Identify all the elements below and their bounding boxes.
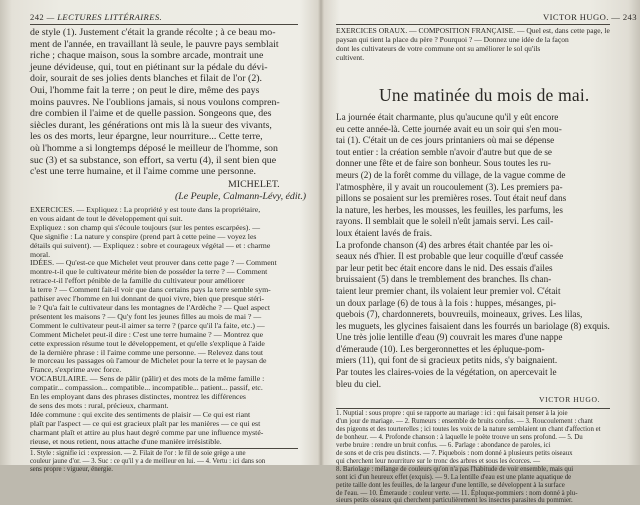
author-signature: MICHELET.	[228, 179, 280, 190]
footnote-line: sont ici d'un heureux effet (exquis). — 9. La lentille d'eau est une plante aquatique de	[336, 473, 572, 481]
body-line: miers (11), qui font de si gracieux petits nids, s'y baignaient.	[336, 355, 558, 367]
exercise-line: présentent les maisons ? — Qu'y font les jeunes filles au mois de mai ? —	[30, 311, 262, 321]
body-line: Une très jolie lentille d'eau (9) couvrait les mares d'une nappe	[336, 332, 563, 344]
body-line: Par toutes les claires-voies de la végétation, on apercevait le	[336, 367, 557, 379]
body-line: moins pauvres. Ne l'oublions jamais, si nous voulons compren-	[30, 96, 280, 108]
body-line: les os des morts, leur épargne, leur nourriture... Cette terre,	[30, 131, 263, 143]
exercise-line: le ? Qu'a fait le cultivateur dans les montagnes de l'Ardèche ? — Quel aspect	[30, 302, 271, 312]
exercise-line: cultivent.	[336, 52, 365, 62]
exercise-line: Expliquez : son champ qui s'écoule toujours (sur les pentes escarpées). —	[30, 222, 261, 232]
body-text	[336, 112, 610, 390]
body-line: suc (3) et sa substance, son effort, sa vertu (4), il sent bien que	[30, 154, 277, 166]
body-line: c'est une terre humaine, et il l'aime comme une personne.	[30, 166, 256, 178]
running-header-left	[30, 12, 162, 22]
body-line: meurs (2) de la forêt comme du village, de la vague comme de	[336, 169, 566, 181]
exercise-line: pathiser avec l'homme en lui donnant de quoi vivre, bien que presque stéri-	[30, 294, 265, 304]
footnote-line: de bonheur. — 4. Profonde chanson : à laquelle le poète trouve un sens profond. — 5. Du	[336, 433, 583, 441]
body-line: Oui, l'homme fait la terre ; on peut le dire, même des pays	[30, 84, 260, 96]
header-rule	[30, 24, 298, 25]
page-number: 242	[30, 12, 45, 22]
body-line: la nature, les herbes, les mousses, les feuilles, les parfums, les	[336, 204, 563, 216]
page-number: 243	[622, 12, 637, 22]
exercise-line: en vous aidant de tout le développement qui suit.	[30, 213, 183, 223]
body-line: l'atmosphère, il y avait un roucoulement (3). Les premiers pa-	[336, 181, 563, 193]
body-line: loux étaient lavés de frais.	[336, 227, 433, 239]
body-line: jeune dévideuse, qui, tout en piétinant sur la pédale du dévi-	[30, 61, 268, 73]
body-line: rayons. Il semblait que le soleil n'eût jamais servi. Les cail-	[336, 216, 554, 228]
header-rule	[336, 24, 610, 25]
exercise-line: charmant plaît et attire au plus haut degré comme par une influence mysté-	[30, 427, 264, 437]
exercises	[336, 27, 610, 63]
body-line: donner une fête et de faire son bonheur. Sous toutes les ru-	[336, 158, 551, 170]
body-line: seaux nés d'hier. Il est probable que leur coquille d'œuf cassée	[336, 251, 564, 263]
source-citation: (Le Peuple, Calmann-Lévy, édit.)	[175, 191, 307, 202]
exercise-line: la terre ? — Comment fait-il voir que dans certains pays la terre semble sym-	[30, 285, 271, 295]
footnote-line: verbe bruire : rendre un bruit confus. — 6. Parlage : abondance de paroles, ici	[336, 441, 551, 449]
exercise-line: de sens des mots : rural, précieux, charmant.	[30, 400, 169, 410]
exercise-line: compatir... compassion... compatible... incompatible... patient... passif, etc.	[30, 383, 263, 393]
right-page	[321, 0, 640, 505]
body-line: les muguets, les glycines faisaient dans les fourrés un bariolage (8) exquis.	[336, 320, 610, 332]
body-line: eu cette année-là. Cette journée avait eu un soir qui s'en mou-	[336, 123, 562, 135]
author-signature: VICTOR HUGO.	[539, 395, 601, 404]
exercise-line: moral.	[30, 249, 51, 259]
body-line: taient leur premier chant, ils volaient leur premier vol. C'était	[336, 285, 561, 297]
footnote-line: 1. Style : signifie ici : expression. — 2. Filait de l'or : le fil de soie grège a une	[30, 450, 246, 457]
exercises	[30, 206, 277, 446]
exercise-line: détails qui suivent). — Expliquez : sobre et courageux végétal — et : charme	[30, 240, 271, 250]
body-line: bleu du ciel.	[336, 378, 382, 390]
body-line: pillons se posaient sur les premières roses. Tout était neuf dans	[336, 193, 567, 205]
footnote-line: de l'eau. — 10. Émeraude : couleur verte. — 11. Épluque-pommiers : nom donné à plu-	[336, 489, 578, 497]
body-line: dre combien il l'aime et de quelle passion. Songeons que, des	[30, 108, 272, 120]
exercise-line: Comment Michelet peut-il dire : C'est une terre humaine ? — Montrez que	[30, 329, 264, 339]
body-line: doir, sourait de ses jolies dents blanches et filait de l'or (2).	[30, 73, 263, 85]
exercise-line: plaît par l'aspect — ce qui est gracieux plaît par les manières — ce qui est	[30, 418, 261, 428]
footnote-line: couleur jaune d'or. — 3. Suc : ce qu'il y a de meilleur en lui. — 4. Vertu : ici dans son	[30, 457, 266, 465]
body-line: siècles durant, les générations ont mis là la sueur des vivants,	[30, 119, 272, 131]
exercise-line: cette expression résume tout le développement, et qu'elle s'explique à l'aide	[30, 338, 265, 348]
body-text	[30, 27, 280, 178]
footnote-line: des pigeons et des tourterelles ; ici toutes les voix de la nature semblaient un chant d'affection et	[336, 425, 601, 433]
body-line: tai (1). C'était un de ces jours printaniers où mai se dépense	[336, 135, 555, 147]
footnote-line: qui cherchent leur nourriture sur le tronc des arbres et sous les écorces. —	[336, 457, 540, 465]
exercise-line: France, s'exprime avec force.	[30, 365, 122, 375]
body-line: bruissaient (5) dans le tremblement des branches. Ils chan-	[336, 274, 552, 286]
exercise-line: montre-t-il que le cultivateur mérite bien de posséder la terre ? — Comment	[30, 267, 268, 277]
body-line: La journée était charmante, plus qu'aucune qu'il y eût encore	[336, 112, 559, 123]
body-line: La profonde chanson (4) des arbres était chantée par les oi-	[336, 239, 553, 251]
exercise-line: Idée commune : qui excite des sentiments de plaisir — Ce qui est riant	[30, 409, 251, 419]
running-head: — LECTURES LITTÉRAIRES.	[46, 12, 163, 22]
footnote-line: sieurs petits oiseaux qui cherchent particulièrement les insectes parasites du pommier.	[336, 497, 573, 505]
footnote-rule	[30, 448, 298, 449]
section-title: Une matinée du mois de mai.	[379, 85, 590, 105]
exercise-line: Comment le cultivateur peut-il aimer sa terre ? (parce qu'il l'a faite, etc.) —	[30, 320, 265, 330]
exercise-line: En les employant dans des phrases distinctes, montrez les différences	[30, 392, 246, 402]
footnote-line: 1. Nuptial : sous propre : qui se rapporte au mariage : ici : qui faisait penser à la joie	[336, 410, 568, 417]
footnotes	[30, 450, 265, 474]
body-line: d'émeraude (10). Les bergeronnettes et les épluque-pom-	[336, 343, 545, 355]
body-line: de style (1). Justement c'était la grande récolte ; à ce beau mo-	[30, 27, 276, 38]
exercise-line: paysan qui tient la place du père ? Pourquoi ? — Donnez une idée de la façon	[336, 34, 569, 44]
footnote-line: petite taille dont les feuilles, de la largeur d'une lentille, se développent à la surface	[336, 481, 565, 489]
footnote-line: sens propre : vigueur, énergie.	[30, 465, 114, 473]
exercise-line: IDÉES. — Qu'est-ce que Michelet veut prouver dans cette page ? — Comment	[30, 258, 277, 268]
exercise-line: retrace-t-il l'effort pénible de la famille du cultivateur pour améliorer	[30, 276, 245, 286]
running-head: VICTOR HUGO. —	[543, 12, 621, 22]
exercise-line: de la dernière phrase : il l'aime comme une personne. — Relevez dans tout	[30, 347, 264, 357]
body-line: où l'homme a si longtemps déposé le meilleur de l'homme, son	[30, 142, 278, 154]
exercise-line: EXERCICES ORAUX. — COMPOSITION FRANÇAISE. — Quel est, dans cette page, le	[336, 26, 610, 35]
exercise-line: Que signifie : La nature y conspire (prend part à cette peine — voyez les	[30, 231, 257, 241]
exercise-line: le morceau les passages où l'amour de Michelet pour la terre et le paysan de	[30, 356, 267, 366]
exercise-line: rieuse, et nous retient, nous attache d'une manière irrésistible.	[30, 436, 222, 446]
exercise-line: VOCABULAIRE. — Sens de pâlir (pâlir) et des mots de la même famille :	[30, 374, 265, 384]
footnote-rule	[336, 408, 610, 409]
footnotes	[336, 410, 601, 505]
exercise-line: EXERCICES. — Expliquez : La propriété y est toute dans la propriétaire,	[30, 205, 261, 214]
body-line: tout entier : la création semble n'avoir d'autre but que de se	[336, 146, 552, 158]
left-page	[0, 0, 320, 473]
footnote-line: d'un jour de mariage. — 2. Rumeurs : ensemble de bruits confus. — 3. Roucoulement : chant	[336, 417, 593, 425]
footnote-line: 8. Bariolage : mélange de couleurs qu'on n'a pas l'habitude de voir ensemble, mais qui	[336, 465, 574, 473]
running-header-right	[543, 12, 637, 22]
body-line: ment de l'année, en travaillant là seule, le pauvre pays semblait	[30, 38, 279, 50]
footnote-line: de sons et de cris peu distincts. — 7. Piquebois : nom donné à plusieurs petits oiseaux	[336, 449, 573, 457]
body-line: un doux parlage (6) de tous à la fois : huppes, mésanges, pi-	[336, 297, 557, 309]
body-line: par leur petit bec était encore dans le nid. Des essais d'ailes	[336, 262, 553, 274]
body-line: quebois (7), chardonnerets, bouvreuils, moineaux, grives. Les lilas,	[336, 309, 583, 321]
exercise-line: dont les cultivateurs de votre commune ont su améliorer le sol qu'ils	[336, 43, 541, 53]
body-line: riche ; chaque maison, sous la sombre arcade, montrait une	[30, 50, 264, 62]
